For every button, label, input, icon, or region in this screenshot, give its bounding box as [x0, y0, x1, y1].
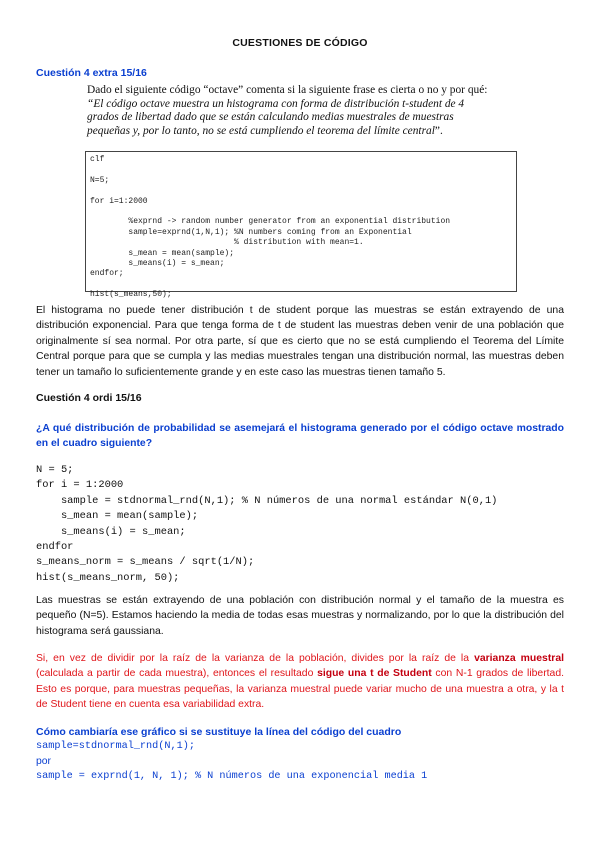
code-line: % distribution with mean=1. — [90, 238, 364, 248]
page-title: CUESTIONES DE CÓDIGO — [232, 37, 368, 49]
note-bold-student: sigue una t de Student — [317, 668, 432, 680]
code-line: s_mean = mean(sample); — [90, 248, 235, 258]
code-line: s_means(i) = s_mean; — [90, 259, 225, 269]
code-line: for i=1:2000 — [90, 196, 148, 206]
q2-line-b: sample = exprnd(1, N, 1); % N números de una exponencial media 1 — [36, 771, 428, 782]
q1-quote-line3-wrap — [87, 125, 517, 139]
code-line: for i = 1:2000 — [36, 479, 124, 492]
q2-student-note — [36, 651, 564, 713]
q1-statement — [87, 84, 517, 138]
code-line — [90, 186, 512, 196]
q1-quote-line1: “El código octave muestra un histograma con forma de distribución t-student de 4 — [87, 97, 465, 110]
code-line: s_means(i) = s_mean; — [36, 525, 186, 538]
code-line: s_mean = mean(sample); — [36, 510, 199, 523]
q1-answer: El histograma no puede tener distribución t de student porque las muestras se están extrayendo de una distribución exponencial. Para que tenga forma de t de student las muestras deben venir de una población que originalmente sí sea normal. Por otra parte, sí que es cierto que no se está cumpliendo el Teorema del Límite Central porque para que se cumpla y las medias muestrales tengan una distribución normal, las muestras deben tener un tamaño lo suficientemente grande y en este caso las muestras tienen tamaño 5. — [36, 305, 564, 378]
note-bold-varianza: varianza muestral — [474, 653, 564, 664]
code-line: clf — [90, 155, 105, 164]
q1-quote-end: ”. — [434, 124, 443, 137]
q2-heading: Cuestión 4 ordi 15/16 — [36, 392, 142, 404]
code-line: hist(s_means_norm, 50); — [36, 571, 180, 584]
code-line: hist(s_means,50); — [90, 290, 172, 300]
q2-por: por — [36, 756, 52, 767]
code-line: sample=exprnd(1,N,1); %N numbers coming from an Exponential — [90, 227, 412, 237]
q1-quote-line3: pequeñas y, por lo tanto, no se está cumpliendo el teorema del límite central — [87, 124, 435, 137]
q2-question: ¿A qué distribución de probabilidad se asemejará el histograma generado por el código octave mostrado en el cuadro siguiente? — [36, 423, 564, 450]
code-line: N=5; — [90, 175, 110, 185]
code-line: endfor; — [90, 269, 124, 279]
q2-code — [36, 463, 497, 586]
code-line — [90, 280, 512, 290]
q1-intro: Dado el siguiente código “octave” comenta si la siguiente frase es cierta o no y por qué: — [87, 84, 488, 96]
code-line: endfor — [36, 541, 74, 554]
code-line — [90, 207, 512, 217]
code-line: sample = stdnormal_rnd(N,1); % N números de una normal estándar N(0,1) — [36, 494, 498, 507]
note-part3: con N-1 grados de libertad. Esto es porque, para muestras pequeñas, la varianza muestral puede variar mucho de una muestra a otra, y la t de Student tiene en cuenta esa variabilidad extra. — [36, 668, 564, 711]
code-line: N = 5; — [36, 464, 74, 476]
code-line — [90, 165, 512, 175]
q1-code-box — [85, 151, 517, 300]
note-part1: Si, en vez de dividir por la raíz de la varianza de la población, divides por la raíz de la — [36, 653, 475, 664]
code-line: %exprnd -> random number generator from an exponential distribution — [90, 217, 451, 227]
note-part2: (calculada a partir de cada muestra), entonces el resultado — [36, 668, 318, 680]
q2-followup: Cómo cambiaría ese gráfico si se sustituye la línea del código del cuadro — [36, 726, 402, 738]
q2-answer: Las muestras se están extrayendo de una población con distribución normal y el tamaño de la muestra es pequeño (N=5). Estamos haciendo la media de todas esas muestras y normalizando, por lo que la distribución del histograma será gaussiana. — [36, 595, 564, 637]
q1-heading: Cuestión 4 extra 15/16 — [36, 67, 147, 79]
q1-quote-line2: grados de libertad dado que se están calculando medias muestrales de muestras — [87, 111, 454, 124]
code-line: s_means_norm = s_means / sqrt(1/N); — [36, 556, 255, 569]
q2-line-a: sample=stdnormal_rnd(N,1); — [36, 741, 195, 752]
q1-code — [90, 155, 512, 301]
